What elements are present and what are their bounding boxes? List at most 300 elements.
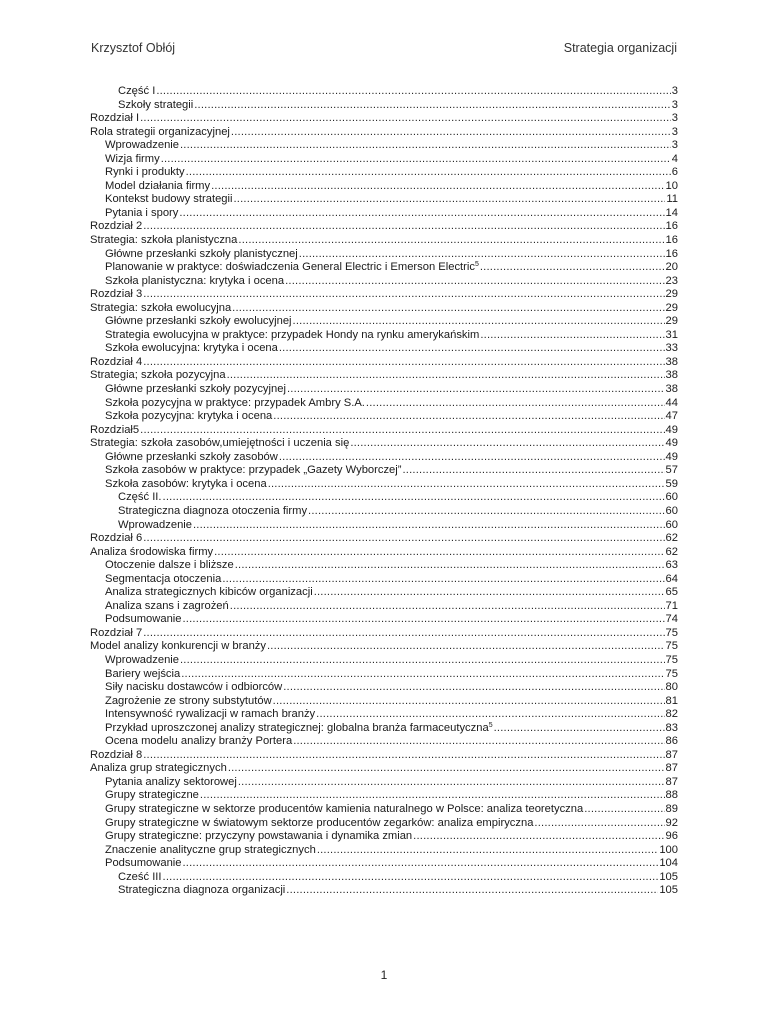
toc-entry-title: [105, 695, 272, 709]
toc-entry-title: [105, 668, 180, 682]
toc-entry-page: 105: [659, 870, 678, 883]
toc-entry-page: 38: [665, 383, 678, 396]
dot-leader: [584, 803, 664, 817]
dot-leader: [480, 261, 665, 275]
toc-entry-title: [90, 546, 213, 560]
dot-leader: [279, 342, 665, 356]
dot-leader: [183, 857, 659, 871]
toc-entry-page: 60: [665, 504, 678, 517]
toc-entry-title: [90, 288, 142, 302]
toc-entry-title: [90, 749, 142, 763]
toc-entry-page: 92: [665, 816, 678, 829]
toc-entry-title: [105, 153, 160, 167]
dot-leader: [180, 139, 671, 153]
toc-entry-title: [105, 261, 479, 275]
toc-entry-page: 59: [665, 477, 678, 490]
dot-leader: [299, 248, 665, 262]
toc-entry-page: 47: [665, 410, 678, 423]
dot-leader: [140, 424, 664, 438]
dot-leader: [214, 546, 664, 560]
toc-entry-title: [90, 302, 231, 316]
toc-entry-page: 3: [671, 139, 678, 152]
toc-entry-text: Wprowadzenie: [105, 653, 179, 666]
toc-entry-page: 62: [665, 545, 678, 558]
toc-entry[interactable]: [90, 369, 678, 383]
table-of-contents: [90, 85, 678, 898]
toc-entry[interactable]: [90, 695, 678, 709]
toc-entry-page: 96: [665, 830, 678, 843]
toc-entry-text: Rozdział 3: [90, 288, 143, 301]
dot-leader: [350, 437, 664, 451]
toc-entry[interactable]: [90, 315, 678, 329]
toc-entry-title: [105, 573, 221, 587]
toc-entry-page: 75: [665, 640, 678, 653]
toc-entry-page: 23: [665, 274, 678, 287]
toc-entry-title: [105, 383, 286, 397]
toc-entry-title: [90, 220, 142, 234]
toc-entry-page: 64: [665, 572, 678, 585]
toc-entry-text: Planowanie w praktyce: doświadczenia General Electric i Emerson Electric: [105, 261, 475, 274]
toc-entry[interactable]: [90, 640, 678, 654]
toc-entry-title: [105, 248, 298, 262]
toc-entry-text: Szkoła pozycyjna: krytyka i ocena: [105, 410, 273, 423]
toc-entry-page: 86: [665, 735, 678, 748]
dot-leader: [180, 654, 665, 668]
toc-entry[interactable]: [90, 776, 678, 790]
dot-leader: [179, 207, 664, 221]
dot-leader: [143, 220, 664, 234]
dot-leader: [200, 789, 665, 803]
toc-entry-title: [90, 437, 349, 451]
toc-entry-page: 80: [665, 681, 678, 694]
dot-leader: [238, 776, 665, 790]
toc-entry[interactable]: [90, 573, 678, 587]
toc-entry-page: 60: [665, 518, 678, 531]
toc-entry-page: 44: [665, 396, 678, 409]
toc-entry-page: 16: [665, 234, 678, 247]
toc-entry[interactable]: [90, 451, 678, 465]
dot-leader: [293, 735, 664, 749]
toc-entry-title: [105, 817, 533, 831]
dot-leader: [534, 817, 664, 831]
toc-entry[interactable]: [90, 844, 678, 858]
toc-entry-title: [105, 166, 185, 180]
footnote-marker: 5: [488, 721, 493, 729]
toc-entry-title: [105, 275, 284, 289]
toc-entry[interactable]: [90, 586, 678, 600]
toc-entry-text: Wprowadzenie: [118, 518, 192, 531]
toc-entry-title: [105, 776, 237, 790]
toc-entry-title: [105, 464, 401, 478]
toc-entry-title: [90, 369, 226, 383]
toc-entry-title: [118, 871, 162, 885]
dot-leader: [230, 600, 665, 614]
toc-entry-page: 74: [665, 613, 678, 626]
toc-entry-page: 82: [665, 708, 678, 721]
dot-leader: [314, 586, 665, 600]
toc-entry-text: Główne przesłanki szkoły ewolucyjnej: [105, 315, 292, 328]
toc-entry-text: Wprowadzenie: [105, 139, 179, 152]
toc-entry-title: [105, 180, 210, 194]
dot-leader: [235, 559, 665, 573]
toc-entry[interactable]: [90, 613, 678, 627]
toc-entry-page: 38: [665, 369, 678, 382]
toc-entry-page: 16: [665, 220, 678, 233]
toc-entry-page: 10: [665, 179, 678, 192]
dot-leader: [181, 668, 664, 682]
toc-entry-text: Główne przesłanki szkoły pozycyjnej: [105, 383, 286, 396]
toc-entry-text: Szkoła pozycyjna w praktyce: przypadek Ambry S.A.: [105, 396, 365, 409]
toc-entry-title: [105, 329, 479, 343]
toc-entry-title: [105, 844, 316, 858]
toc-entry-text: Segmentacja otoczenia: [105, 572, 222, 585]
toc-entry-title: [105, 681, 282, 695]
toc-entry[interactable]: [90, 871, 678, 885]
toc-entry-text: Analiza środowiska firmy: [90, 545, 214, 558]
toc-entry[interactable]: [90, 207, 678, 221]
toc-entry[interactable]: [90, 397, 678, 411]
toc-entry-text: Strategia: szkoła ewolucyjna: [90, 301, 232, 314]
toc-entry-title: [105, 397, 365, 411]
toc-entry-page: 105: [659, 884, 678, 897]
toc-entry-title: [105, 600, 229, 614]
toc-entry-text: Model działania firmy: [105, 179, 211, 192]
toc-entry-page: 14: [665, 206, 678, 219]
toc-entry-page: 60: [665, 491, 678, 504]
toc-entry-title: [105, 857, 182, 871]
dot-leader: [413, 830, 664, 844]
toc-entry-title: [105, 708, 315, 722]
toc-entry-title: [105, 613, 182, 627]
toc-entry[interactable]: [90, 85, 678, 99]
toc-entry-page: 62: [665, 532, 678, 545]
dot-leader: [163, 871, 659, 885]
toc-entry-text: Grupy strategiczne w światowym sektorze producentów zegarków: analiza empiryczna: [105, 816, 534, 829]
toc-entry-text: Siły nacisku dostawców i odbiorców: [105, 681, 283, 694]
toc-entry[interactable]: [90, 762, 678, 776]
toc-entry[interactable]: [90, 654, 678, 668]
dot-leader: [279, 451, 665, 465]
page-footer: [0, 968, 768, 982]
toc-entry-page: 16: [665, 247, 678, 260]
toc-entry-page: 65: [665, 586, 678, 599]
dot-leader: [293, 315, 665, 329]
toc-entry-text: Strategia; szkoła pozycyjna: [90, 369, 226, 382]
dot-leader: [227, 369, 665, 383]
toc-entry-page: 38: [665, 355, 678, 368]
toc-entry-text: Strategiczna diagnoza organizacji: [118, 884, 286, 897]
toc-entry-page: 3: [671, 98, 678, 111]
toc-entry-title: [90, 356, 142, 370]
toc-entry-page: 6: [671, 166, 678, 179]
dot-leader: [316, 708, 664, 722]
toc-entry[interactable]: [90, 803, 678, 817]
toc-entry[interactable]: [90, 668, 678, 682]
dot-leader: [273, 410, 664, 424]
toc-entry-text: Zagrożenie ze strony substytutów: [105, 694, 272, 707]
dot-leader: [194, 99, 671, 113]
toc-entry-title: [118, 491, 162, 505]
dot-leader: [232, 302, 664, 316]
toc-entry-page: 88: [665, 789, 678, 802]
toc-entry[interactable]: [90, 830, 678, 844]
toc-entry[interactable]: [90, 302, 678, 316]
toc-entry-text: Bariery wejścia: [105, 667, 181, 680]
toc-entry[interactable]: [90, 383, 678, 397]
toc-entry[interactable]: [90, 112, 678, 126]
toc-entry-page: 89: [665, 802, 678, 815]
toc-entry-page: 71: [665, 599, 678, 612]
toc-entry-text: Grupy strategiczne w sektorze producentów kamienia naturalnego w Polsce: analiza teoretyczna: [105, 802, 584, 815]
toc-entry-text: Rynki i produkty: [105, 166, 185, 179]
toc-entry-title: [105, 193, 232, 207]
toc-entry-text: Analiza grup strategicznych: [90, 762, 227, 775]
toc-entry-page: 31: [665, 328, 678, 341]
toc-entry[interactable]: [90, 248, 678, 262]
toc-entry-text: Podsumowanie: [105, 613, 182, 626]
toc-entry-title: [90, 424, 139, 438]
toc-entry-page: 29: [665, 301, 678, 314]
toc-entry[interactable]: [90, 884, 678, 898]
toc-entry[interactable]: [90, 410, 678, 424]
dot-leader: [140, 112, 671, 126]
toc-entry[interactable]: [90, 153, 678, 167]
dot-leader: [186, 166, 671, 180]
dot-leader: [233, 193, 665, 207]
toc-entry[interactable]: [90, 424, 678, 438]
toc-entry[interactable]: [90, 193, 678, 207]
toc-entry-page: 3: [671, 112, 678, 125]
dot-leader: [267, 640, 665, 654]
toc-entry-text: Wizja firmy: [105, 152, 160, 165]
dot-leader: [494, 722, 665, 736]
toc-entry-text: Szkoła zasobów w praktyce: przypadek „Gazety Wyborczej”: [105, 464, 402, 477]
toc-entry-page: 29: [665, 315, 678, 328]
toc-entry-page: 87: [665, 775, 678, 788]
footnote-marker: 5: [474, 261, 479, 269]
toc-entry-page: 49: [665, 450, 678, 463]
toc-entry-title: [90, 112, 139, 126]
toc-entry[interactable]: [90, 342, 678, 356]
toc-entry-text: Cześć III: [118, 870, 162, 883]
toc-entry-title: [105, 722, 493, 736]
toc-entry-page: 11: [666, 193, 678, 206]
toc-entry-title: [105, 139, 179, 153]
toc-entry-text: Szkoły strategii: [118, 98, 194, 111]
toc-entry-text: Grupy strategiczne: [105, 789, 199, 802]
toc-entry-page: 49: [665, 437, 678, 450]
page-header: [91, 41, 677, 55]
toc-entry-page: 49: [665, 423, 678, 436]
toc-entry[interactable]: [90, 789, 678, 803]
toc-entry[interactable]: [90, 356, 678, 370]
toc-entry-text: Kontekst budowy strategii: [105, 193, 233, 206]
dot-leader: [143, 749, 664, 763]
dot-leader: [268, 478, 665, 492]
dot-leader: [231, 126, 671, 140]
toc-entry-page: 3: [671, 85, 678, 97]
toc-entry[interactable]: [90, 600, 678, 614]
toc-entry-text: Strategia: szkoła planistyczna: [90, 234, 238, 247]
dot-leader: [228, 762, 665, 776]
toc-entry-page: 33: [665, 342, 678, 355]
toc-entry-title: [90, 234, 237, 248]
dot-leader: [156, 85, 670, 99]
toc-entry-page: 57: [665, 464, 678, 477]
toc-entry-page: 4: [671, 152, 678, 165]
toc-entry-page: 104: [659, 857, 678, 870]
toc-entry[interactable]: [90, 491, 678, 505]
dot-leader: [193, 519, 665, 533]
toc-entry-page: 20: [665, 261, 678, 274]
toc-entry-title: [90, 762, 227, 776]
toc-entry-title: [105, 803, 583, 817]
toc-entry-text: Główne przesłanki szkoły planistycznej: [105, 247, 298, 260]
toc-entry-text: Rozdział 7: [90, 626, 143, 639]
toc-entry[interactable]: [90, 546, 678, 560]
dot-leader: [238, 234, 664, 248]
toc-entry-page: 3: [671, 125, 678, 138]
dot-leader: [283, 681, 664, 695]
toc-entry[interactable]: [90, 99, 678, 113]
toc-entry-text: Pytania analizy sektorowej: [105, 775, 237, 788]
dot-leader: [211, 180, 664, 194]
toc-entry-text: Ocena modelu analizy branży Portera: [105, 735, 293, 748]
dot-leader: [287, 383, 665, 397]
toc-entry-text: Model analizy konkurencji w branży: [90, 640, 266, 653]
toc-entry-text: Rozdział 6: [90, 532, 143, 545]
dot-leader: [480, 329, 664, 343]
toc-entry[interactable]: [90, 532, 678, 546]
toc-entry-title: [105, 207, 178, 221]
dot-leader: [143, 532, 664, 546]
dot-leader: [285, 275, 664, 289]
toc-entry[interactable]: [90, 126, 678, 140]
toc-entry-text: Strategia ewolucyjna w praktyce: przypadek Hondy na rynku amerykańskim: [105, 328, 480, 341]
toc-entry-text: Rozdział 4: [90, 355, 143, 368]
toc-entry-page: 75: [665, 667, 678, 680]
toc-entry[interactable]: [90, 464, 678, 478]
toc-entry[interactable]: [90, 817, 678, 831]
toc-entry-text: Znaczenie analityczne grup strategicznych: [105, 843, 316, 856]
toc-entry[interactable]: [90, 166, 678, 180]
dot-leader: [143, 288, 664, 302]
toc-entry-page: 75: [665, 653, 678, 666]
toc-entry-page: 81: [665, 694, 678, 707]
toc-entry-title: [105, 559, 234, 573]
toc-entry-title: [105, 789, 199, 803]
dot-leader: [273, 695, 665, 709]
dot-leader: [402, 464, 664, 478]
toc-entry-page: 63: [665, 559, 678, 572]
toc-entry-text: Główne przesłanki szkoły zasobów: [105, 450, 278, 463]
toc-entry-title: [105, 830, 412, 844]
toc-entry-text: Pytania i spory: [105, 206, 179, 219]
toc-entry-title: [90, 126, 230, 140]
dot-leader: [222, 573, 664, 587]
toc-entry-text: Rozdział 2: [90, 220, 143, 233]
toc-entry[interactable]: [90, 180, 678, 194]
toc-entry[interactable]: [90, 505, 678, 519]
toc-entry[interactable]: [90, 275, 678, 289]
toc-entry-text: Rozdział5: [90, 423, 140, 436]
dot-leader: [317, 844, 659, 858]
toc-entry-title: [118, 505, 307, 519]
toc-entry-title: [105, 654, 179, 668]
header-author: Krzysztof Obłój: [91, 41, 176, 55]
toc-entry-title: [90, 532, 142, 546]
toc-entry-title: [105, 342, 278, 356]
toc-entry-text: Otoczenie dalsze i bliższe: [105, 559, 234, 572]
toc-entry[interactable]: [90, 735, 678, 749]
toc-entry[interactable]: [90, 234, 678, 248]
toc-entry-page: 29: [665, 288, 678, 301]
toc-entry-title: [105, 478, 267, 492]
header-title: Strategia organizacji: [563, 41, 677, 55]
toc-entry-text: Szkoła planistyczna: krytyka i ocena: [105, 274, 285, 287]
toc-entry-text: Podsumowanie: [105, 857, 182, 870]
toc-entry-text: Strategia: szkoła zasobów,umiejętności i uczenia się: [90, 437, 350, 450]
toc-entry[interactable]: [90, 708, 678, 722]
toc-entry-text: Rozdział I: [90, 112, 140, 125]
toc-entry-text: Strategiczna diagnoza otoczenia firmy: [118, 504, 308, 517]
toc-entry-title: [105, 735, 292, 749]
toc-entry-text: Analiza szans i zagrożeń: [105, 599, 229, 612]
page-number: 1: [380, 968, 388, 982]
dot-leader: [286, 884, 658, 898]
toc-entry[interactable]: [90, 437, 678, 451]
toc-entry-page: 87: [665, 748, 678, 761]
dot-leader: [308, 505, 665, 519]
toc-entry[interactable]: [90, 681, 678, 695]
toc-entry-title: [118, 519, 192, 533]
toc-entry-page: 100: [659, 843, 678, 856]
toc-entry-title: [118, 85, 155, 99]
toc-entry-title: [105, 315, 292, 329]
toc-entry[interactable]: [90, 857, 678, 871]
toc-entry-text: Grupy strategiczne: przyczyny powstawania i dynamika zmian: [105, 830, 413, 843]
dot-leader: [366, 397, 665, 411]
toc-entry-title: [118, 884, 285, 898]
dot-leader: [183, 613, 665, 627]
toc-entry-text: Analiza strategicznych kibiców organizacji: [105, 586, 313, 599]
toc-entry-title: [118, 99, 193, 113]
toc-entry-text: Część II.: [118, 491, 162, 504]
toc-entry[interactable]: [90, 139, 678, 153]
toc-entry-title: [90, 640, 266, 654]
toc-entry[interactable]: [90, 627, 678, 641]
toc-entry-title: [90, 627, 142, 641]
toc-entry-text: Przykład uproszczonej analizy strategicznej: globalna branża farmaceutyczna: [105, 721, 489, 734]
dot-leader: [163, 491, 665, 505]
toc-entry[interactable]: [90, 722, 678, 736]
toc-entry[interactable]: [90, 288, 678, 302]
toc-entry[interactable]: [90, 261, 678, 275]
toc-entry[interactable]: [90, 559, 678, 573]
toc-entry[interactable]: [90, 519, 678, 533]
toc-entry-title: [105, 410, 272, 424]
dot-leader: [143, 627, 664, 641]
toc-entry[interactable]: [90, 329, 678, 343]
toc-entry[interactable]: [90, 220, 678, 234]
toc-entry[interactable]: [90, 478, 678, 492]
toc-entry-text: Część I: [118, 85, 156, 97]
toc-entry[interactable]: [90, 749, 678, 763]
toc-entry-page: 83: [665, 721, 678, 734]
toc-entry-page: 75: [665, 626, 678, 639]
dot-leader: [161, 153, 671, 167]
toc-entry-title: [105, 586, 313, 600]
